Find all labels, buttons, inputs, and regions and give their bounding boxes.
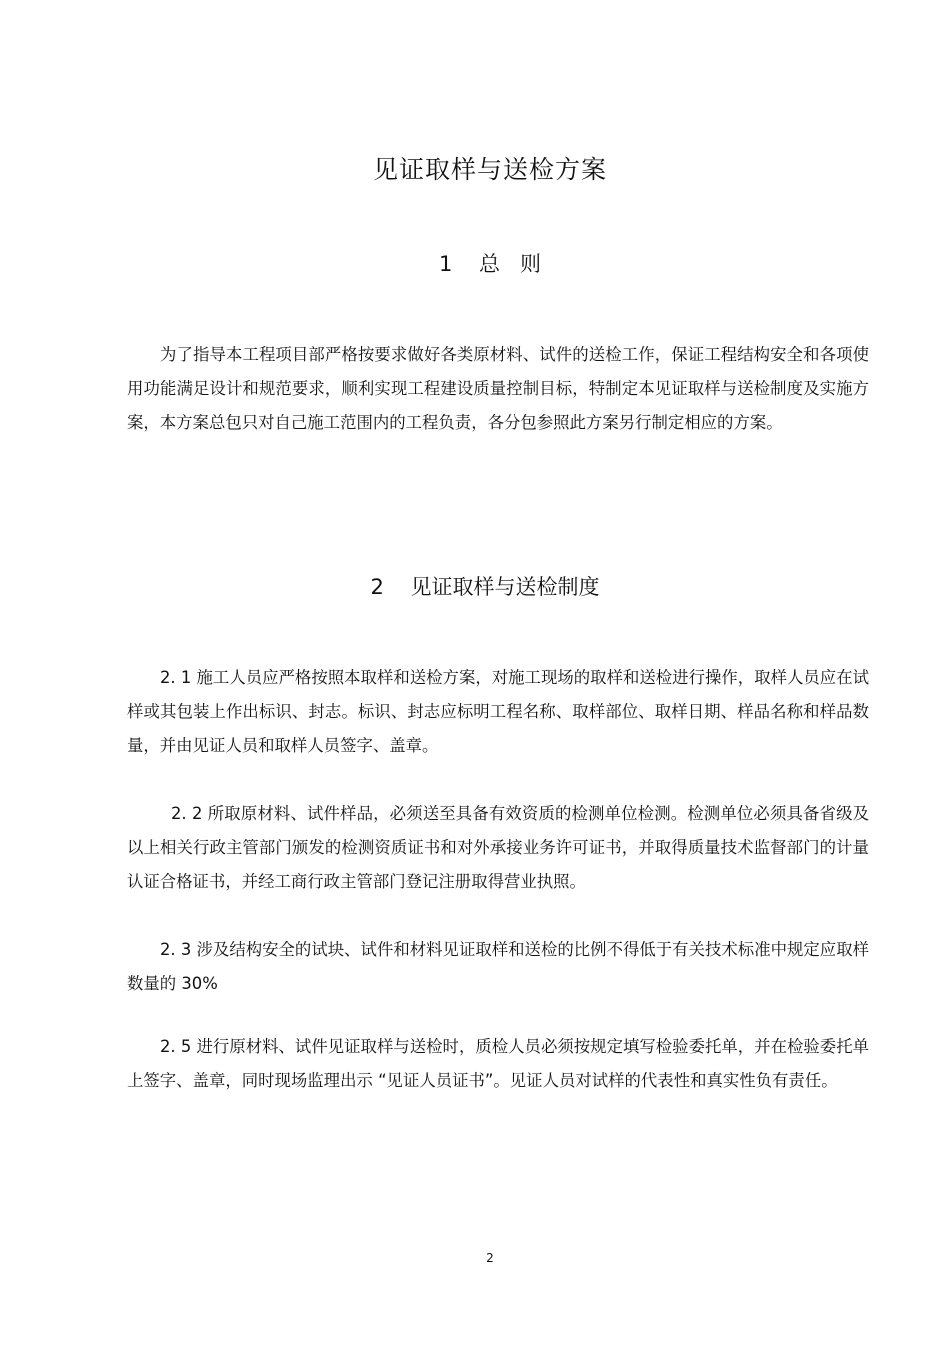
section-2-heading: 2 见证取样与送检制度	[370, 575, 600, 599]
clause-2-2: 2. 2 所取原材料、试件样品，必须送至具备有效资质的检测单位检测。检测单位必须具备省级及以上相关行政主管部门颁发的检测资质证书和对外承接业务许可证书，并取得质量技术监督部门的计量认证合格证书，并经工商行政主管部门登记注册取得营业执照。	[127, 804, 869, 891]
clause-2-5: 2. 5 进行原材料、试件见证取样与送检时，质检人员必须按规定填写检验委托单，并在检验委托单上签字、盖章，同时现场监理出示 “见证人员证书”。见证人员对试样的代表性和真实性负有责任。	[127, 1037, 869, 1090]
clause-2-3: 2. 3 涉及结构安全的试块、试件和材料见证取样和送检的比例不得低于有关技术标准中规定应取样数量的 30%	[127, 940, 869, 993]
section-1-paragraph: 为了指导本工程项目部严格按要求做好各类原材料、试件的送检工作，保证工程结构安全和各项使用功能满足设计和规范要求，顺利实现工程建设质量控制目标，特制定本见证取样与送检制度及实施方案，本方案总包只对自己施工范围内的工程负责，各分包参照此方案另行制定相应的方案。	[127, 345, 869, 432]
document-title: 见证取样与送检方案	[372, 155, 607, 184]
page-number: 2	[486, 1251, 494, 1265]
clause-2-1: 2. 1 施工人员应严格按照本取样和送检方案，对施工现场的取样和送检进行操作，取样人员应在试样或其包装上作出标识、封志。标识、封志应标明工程名称、取样部位、取样日期、样品名称和样品数量，并由见证人员和取样人员签字、盖章。	[127, 668, 869, 755]
section-1-heading: 1 总 则	[438, 252, 542, 276]
